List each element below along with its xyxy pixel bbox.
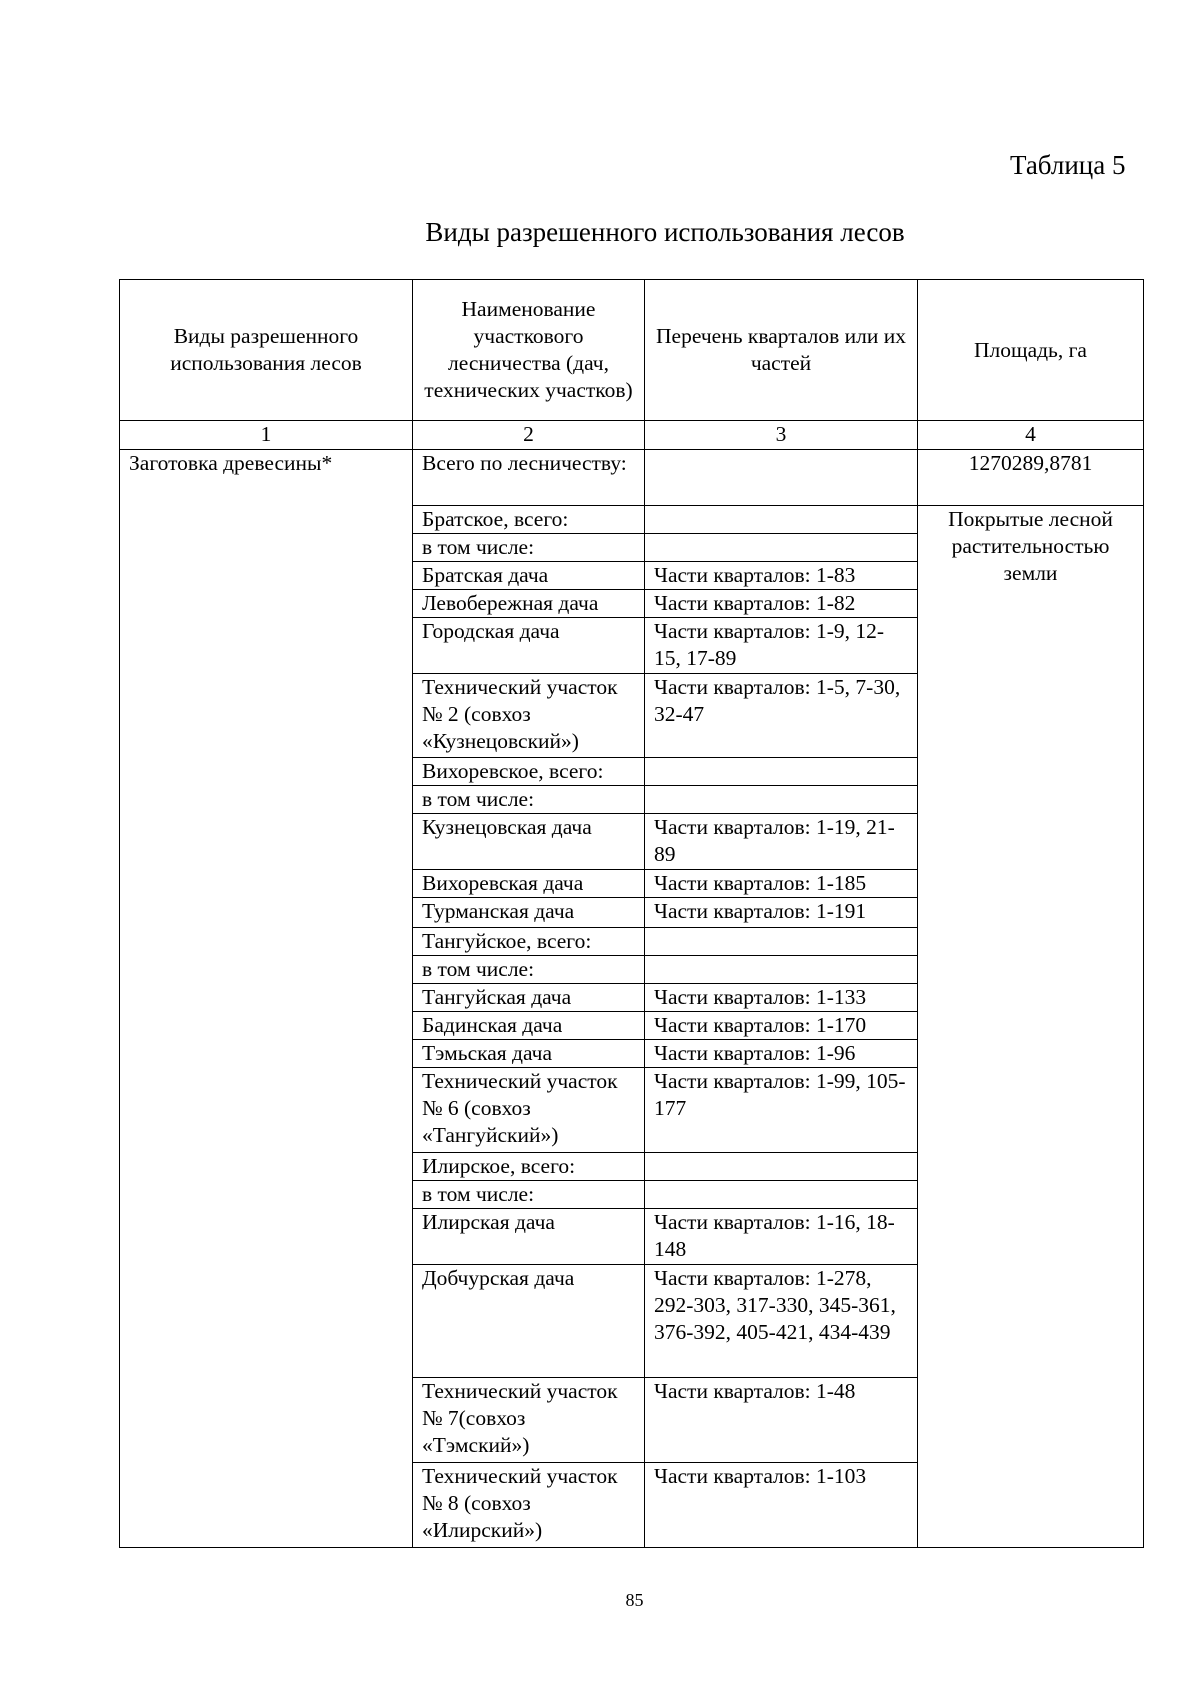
forestry-name: в том числе: xyxy=(413,1181,645,1209)
column-number: 4 xyxy=(918,421,1144,450)
forestry-name: Тангуйское, всего: xyxy=(413,928,645,956)
quarters-list: Части кварталов: 1-103 xyxy=(645,1463,918,1548)
header-row xyxy=(120,280,1144,421)
quarters-list xyxy=(645,758,918,786)
quarters-list xyxy=(645,928,918,956)
header-col2: Наименование участкового лесничества (дач, технических участков) xyxy=(413,280,645,421)
quarters-list: Части кварталов: 1-9, 12-15, 17-89 xyxy=(645,618,918,674)
quarters-list: Части кварталов: 1-170 xyxy=(645,1012,918,1040)
column-number: 3 xyxy=(645,421,918,450)
quarters-list: Части кварталов: 1-5, 7-30, 32-47 xyxy=(645,674,918,758)
table-label: Таблица 5 xyxy=(1010,150,1126,180)
forestry-name: Тэмьская дача xyxy=(413,1040,645,1068)
header-col3: Перечень кварталов или их частей xyxy=(645,280,918,421)
quarters-list xyxy=(645,534,918,562)
usage-table xyxy=(119,279,1144,1548)
quarters-list xyxy=(645,506,918,534)
table-row xyxy=(120,450,1144,506)
page-number: 85 xyxy=(625,1590,644,1610)
quarters-list xyxy=(645,956,918,984)
quarters-list: Части кварталов: 1-278, 292-303, 317-330, 345-361, 376-392, 405-421, 434-439 xyxy=(645,1265,918,1378)
header-col1: Виды разрешенного использования лесов xyxy=(120,280,413,421)
quarters-list: Части кварталов: 1-82 xyxy=(645,590,918,618)
quarters-list: Части кварталов: 1-19, 21-89 xyxy=(645,814,918,870)
quarters-list: Части кварталов: 1-83 xyxy=(645,562,918,590)
forestry-name: Вихоревское, всего: xyxy=(413,758,645,786)
forestry-name: Кузнецовская дача xyxy=(413,814,645,870)
quarters-list xyxy=(645,786,918,814)
usage-type-cell: Заготовка древесины* xyxy=(120,450,413,1548)
quarters-list: Части кварталов: 1-48 xyxy=(645,1378,918,1463)
header-col4: Площадь, га xyxy=(918,280,1144,421)
forestry-name: Левобережная дача xyxy=(413,590,645,618)
forestry-name: Технический участок № 8 (совхоз «Илирский») xyxy=(413,1463,645,1548)
total-area: 1270289,8781 xyxy=(918,450,1144,506)
forestry-name: в том числе: xyxy=(413,956,645,984)
quarters-list: Части кварталов: 1-133 xyxy=(645,984,918,1012)
forestry-name: Братское, всего: xyxy=(413,506,645,534)
quarters-list: Части кварталов: 1-16, 18-148 xyxy=(645,1209,918,1265)
forestry-name: Технический участок № 7(совхоз «Тэмский») xyxy=(413,1378,645,1463)
forestry-name: Вихоревская дача xyxy=(413,870,645,898)
quarters-list xyxy=(645,450,918,506)
forestry-name: Братская дача xyxy=(413,562,645,590)
forestry-name: Илирское, всего: xyxy=(413,1153,645,1181)
quarters-list: Части кварталов: 1-185 xyxy=(645,870,918,898)
quarters-list xyxy=(645,1181,918,1209)
forestry-name: Всего по лесничеству: xyxy=(413,450,645,506)
forestry-name: Добчурская дача xyxy=(413,1265,645,1378)
page-title: Виды разрешенного использования лесов xyxy=(425,217,905,247)
quarters-list: Части кварталов: 1-191 xyxy=(645,898,918,928)
forestry-name: Тангуйская дача xyxy=(413,984,645,1012)
forestry-name: Технический участок № 2 (совхоз «Кузнецовский») xyxy=(413,674,645,758)
quarters-list xyxy=(645,1153,918,1181)
column-number-row xyxy=(120,421,1144,450)
forestry-name: Турманская дача xyxy=(413,898,645,928)
forestry-name: Городская дача xyxy=(413,618,645,674)
column-number: 1 xyxy=(120,421,413,450)
forestry-name: в том числе: xyxy=(413,534,645,562)
forestry-name: Илирская дача xyxy=(413,1209,645,1265)
forestry-name: в том числе: xyxy=(413,786,645,814)
forestry-name: Технический участок № 6 (совхоз «Тангуйский») xyxy=(413,1068,645,1153)
column-number: 2 xyxy=(413,421,645,450)
quarters-list: Части кварталов: 1-99, 105-177 xyxy=(645,1068,918,1153)
forestry-name: Бадинская дача xyxy=(413,1012,645,1040)
quarters-list: Части кварталов: 1-96 xyxy=(645,1040,918,1068)
area-note: Покрытые лесной растительностью земли xyxy=(918,506,1144,1548)
